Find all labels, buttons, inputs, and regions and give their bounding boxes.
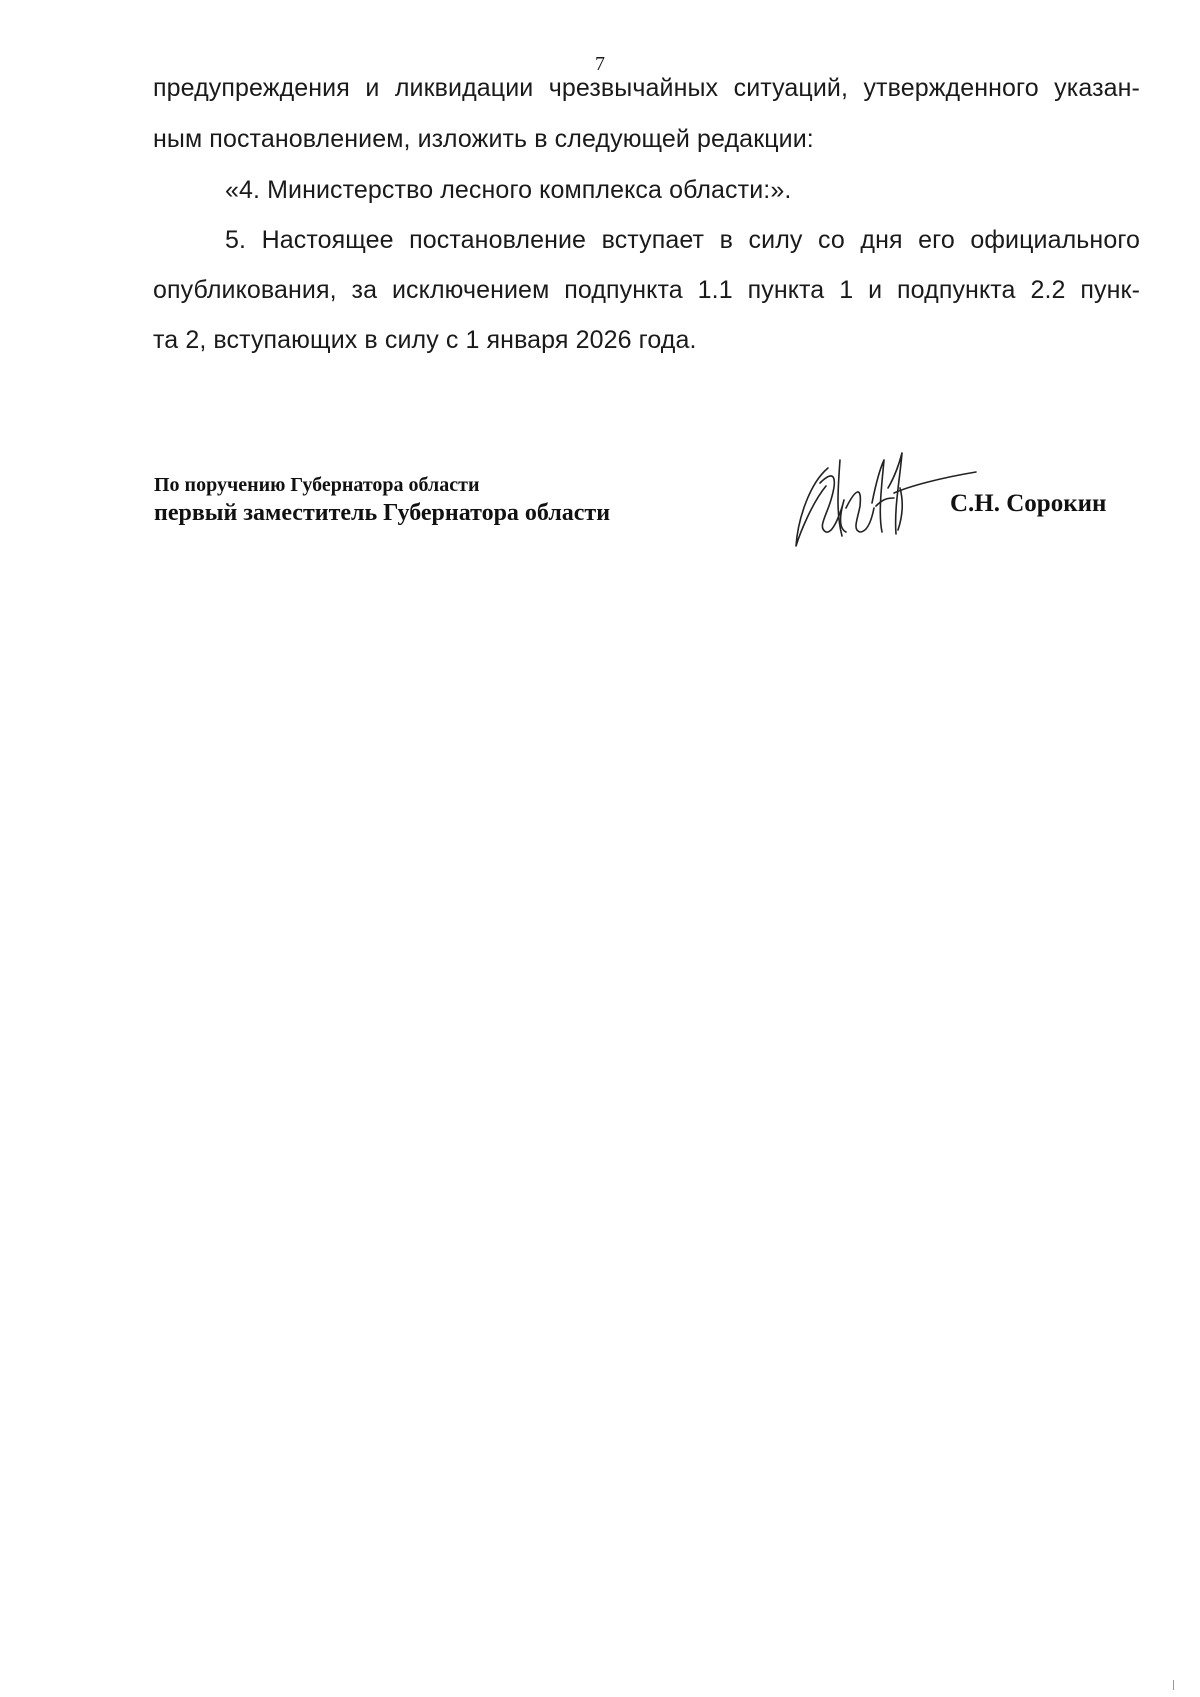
- scan-edge-mark: [1173, 1680, 1174, 1690]
- body-line: «4. Министерство лесного комплекса области:».: [225, 176, 792, 204]
- body-line: 5. Настоящее постановление вступает в силу со дня его официального: [225, 226, 1140, 254]
- body-line: опубликования, за исключением подпункта 1.1 пункта 1 и подпункта 2.2 пунк-: [153, 276, 1140, 304]
- body-line: ным постановлением, изложить в следующей редакции:: [153, 125, 814, 153]
- signer-name: С.Н. Сорокин: [950, 490, 1107, 517]
- signer-position: первый заместитель Губернатора области: [154, 500, 611, 526]
- body-line: предупреждения и ликвидации чрезвычайных ситуаций, утвержденного указан-: [153, 74, 1140, 102]
- signature-authority-line: По поручению Губернатора области: [154, 474, 480, 496]
- body-line: та 2, вступающих в силу с 1 января 2026 года.: [153, 326, 697, 354]
- page-number: 7: [595, 53, 605, 75]
